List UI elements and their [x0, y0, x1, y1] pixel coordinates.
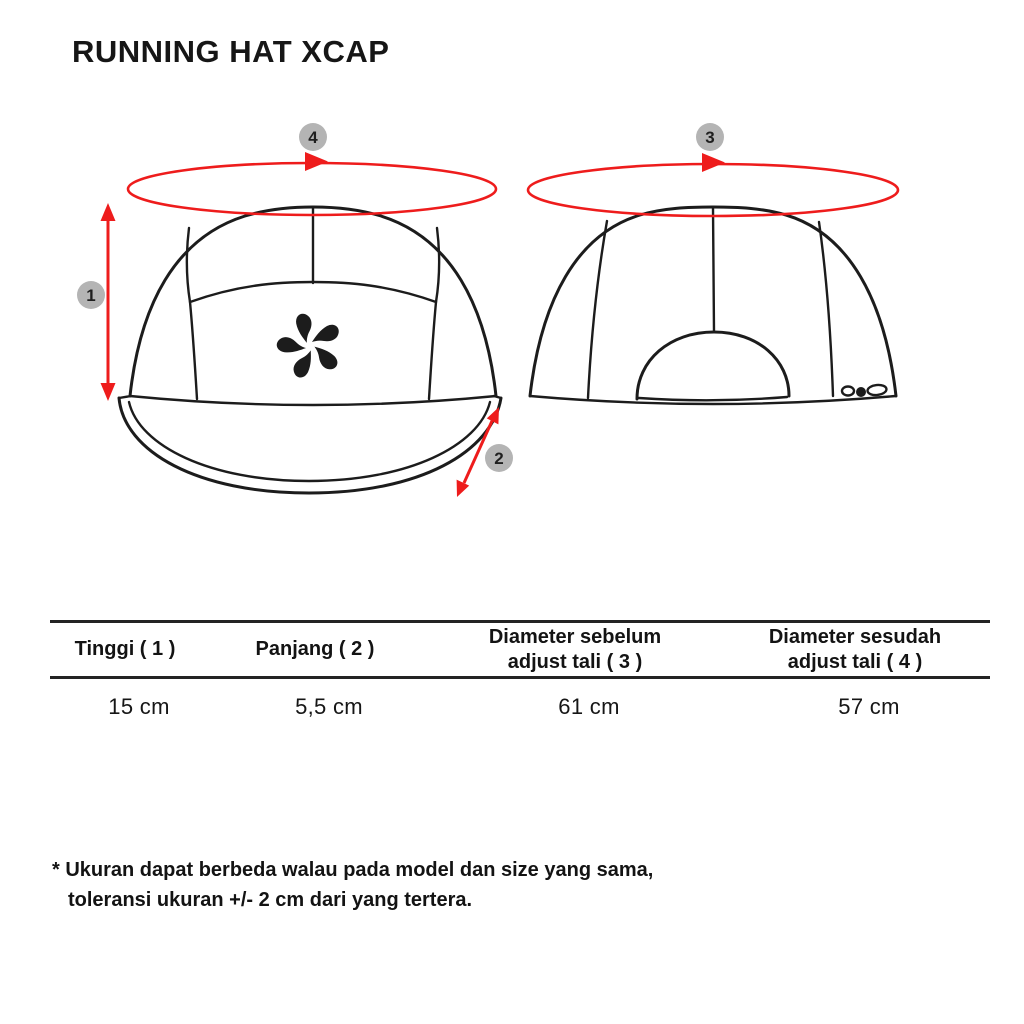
value-panjang: 5,5 cm	[295, 694, 363, 719]
size-table-value-row	[64, 679, 1004, 720]
value-tinggi: 15 cm	[108, 694, 170, 719]
header-line: Panjang ( 2 )	[255, 638, 375, 661]
brim-left-tip	[119, 396, 131, 398]
column-header-diameter-sesudah	[720, 625, 990, 674]
marker-1-number: 1	[86, 286, 96, 305]
column-header-panjang	[200, 637, 430, 661]
disclaimer-line-2: toleransi ukuran +/- 2 cm dari yang tertera.	[68, 889, 473, 911]
marker-3-diameter-before	[696, 123, 724, 151]
header-line: Diameter sebelum	[488, 626, 662, 649]
back-center-seam	[713, 208, 714, 332]
column-header-diameter-sebelum	[430, 625, 720, 674]
circumference-arrowhead-front	[305, 152, 328, 171]
height-arrowhead-bottom	[101, 383, 116, 401]
front-crown-bottom-edge	[130, 396, 496, 405]
brim-outer-edge	[119, 398, 504, 493]
cord-toggle-knot	[856, 387, 866, 397]
marker-4-diameter-after	[299, 123, 327, 151]
column-header-tinggi	[50, 637, 200, 661]
value-diameter-sesudah: 57 cm	[838, 694, 900, 719]
size-table-header-row	[50, 620, 990, 679]
header-line: adjust tali ( 3 )	[507, 650, 643, 673]
header-line: Tinggi ( 1 )	[74, 638, 176, 661]
logo-center-hole	[306, 342, 315, 351]
front-view-hat	[119, 207, 504, 493]
marker-1-height	[77, 281, 105, 309]
height-arrowhead-top	[101, 203, 116, 221]
marker-2-brim-length	[485, 444, 513, 472]
header-line: adjust tali ( 4 )	[787, 650, 923, 673]
circumference-arrowhead-back	[702, 153, 725, 172]
value-diameter-sebelum: 61 cm	[558, 694, 620, 719]
marker-2-number: 2	[494, 449, 504, 468]
page-title: RUNNING HAT XCAP	[72, 34, 390, 69]
marker-4-number: 4	[308, 128, 318, 147]
marker-3-number: 3	[705, 128, 715, 147]
brim-right-tip	[494, 396, 501, 398]
size-disclaimer-note	[52, 855, 653, 915]
back-view-hat	[530, 207, 896, 404]
size-table	[50, 620, 990, 720]
header-line: Diameter sesudah	[768, 626, 942, 649]
disclaimer-line-1: * Ukuran dapat berbeda walau pada model dan size yang sama,	[52, 859, 654, 881]
